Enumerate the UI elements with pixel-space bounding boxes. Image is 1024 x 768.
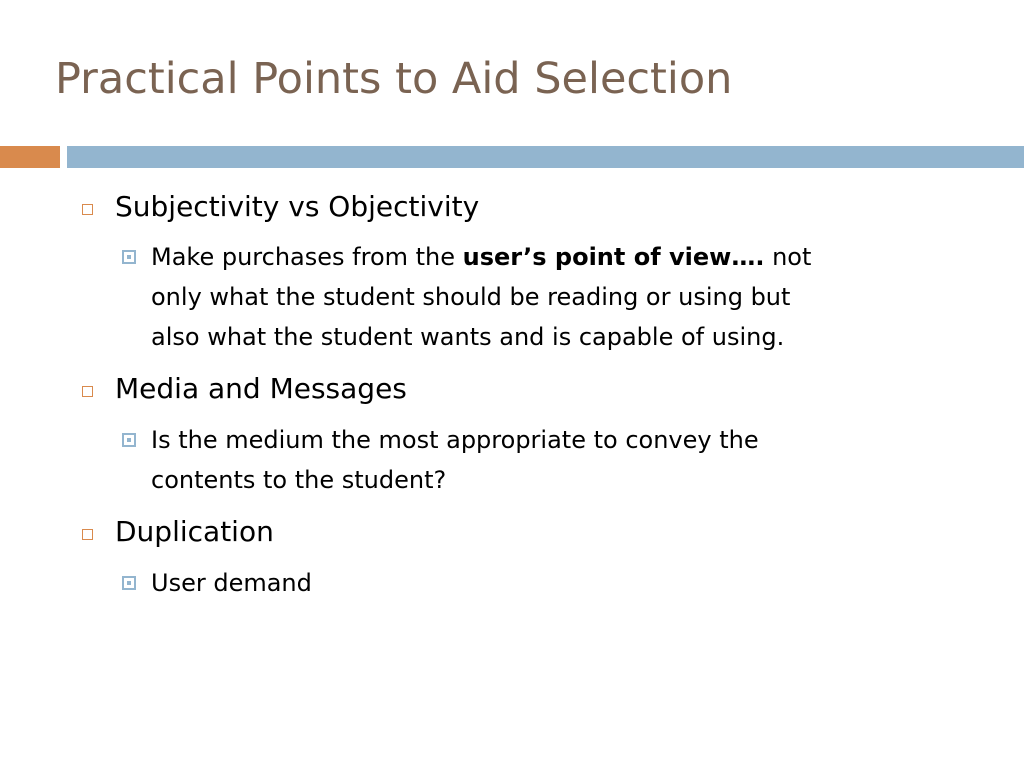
hollow-square-icon — [82, 386, 93, 397]
bullet-heading-duplication: Duplication — [115, 515, 274, 548]
sub-bullet-line — [151, 237, 971, 277]
bold-text-run: user’s point of view…. — [462, 243, 765, 271]
sub-bullet-medium — [151, 420, 971, 500]
sub-bullet-users-point-of-view — [151, 237, 971, 357]
boxed-square-icon — [122, 433, 136, 447]
hollow-square-icon — [82, 529, 93, 540]
text-run: Make purchases from the — [151, 243, 463, 271]
sub-bullet-line: only what the student should be reading or using but — [151, 283, 791, 311]
bullet-heading-media: Media and Messages — [115, 372, 407, 405]
sub-bullet-user-demand — [151, 563, 971, 603]
sub-bullet-line: Is the medium the most appropriate to convey the — [151, 426, 759, 454]
bullet-heading-subjectivity: Subjectivity vs Objectivity — [115, 190, 480, 223]
boxed-square-icon — [122, 576, 136, 590]
slide-title: Practical Points to Aid Selection — [55, 54, 733, 104]
text-run: not — [764, 243, 812, 271]
sub-bullet-line: contents to the student? — [151, 466, 447, 494]
sub-bullet-line: also what the student wants and is capable of using. — [151, 323, 785, 351]
boxed-square-icon — [122, 250, 136, 264]
sub-bullet-line: User demand — [151, 569, 312, 597]
hollow-square-icon — [82, 204, 93, 215]
